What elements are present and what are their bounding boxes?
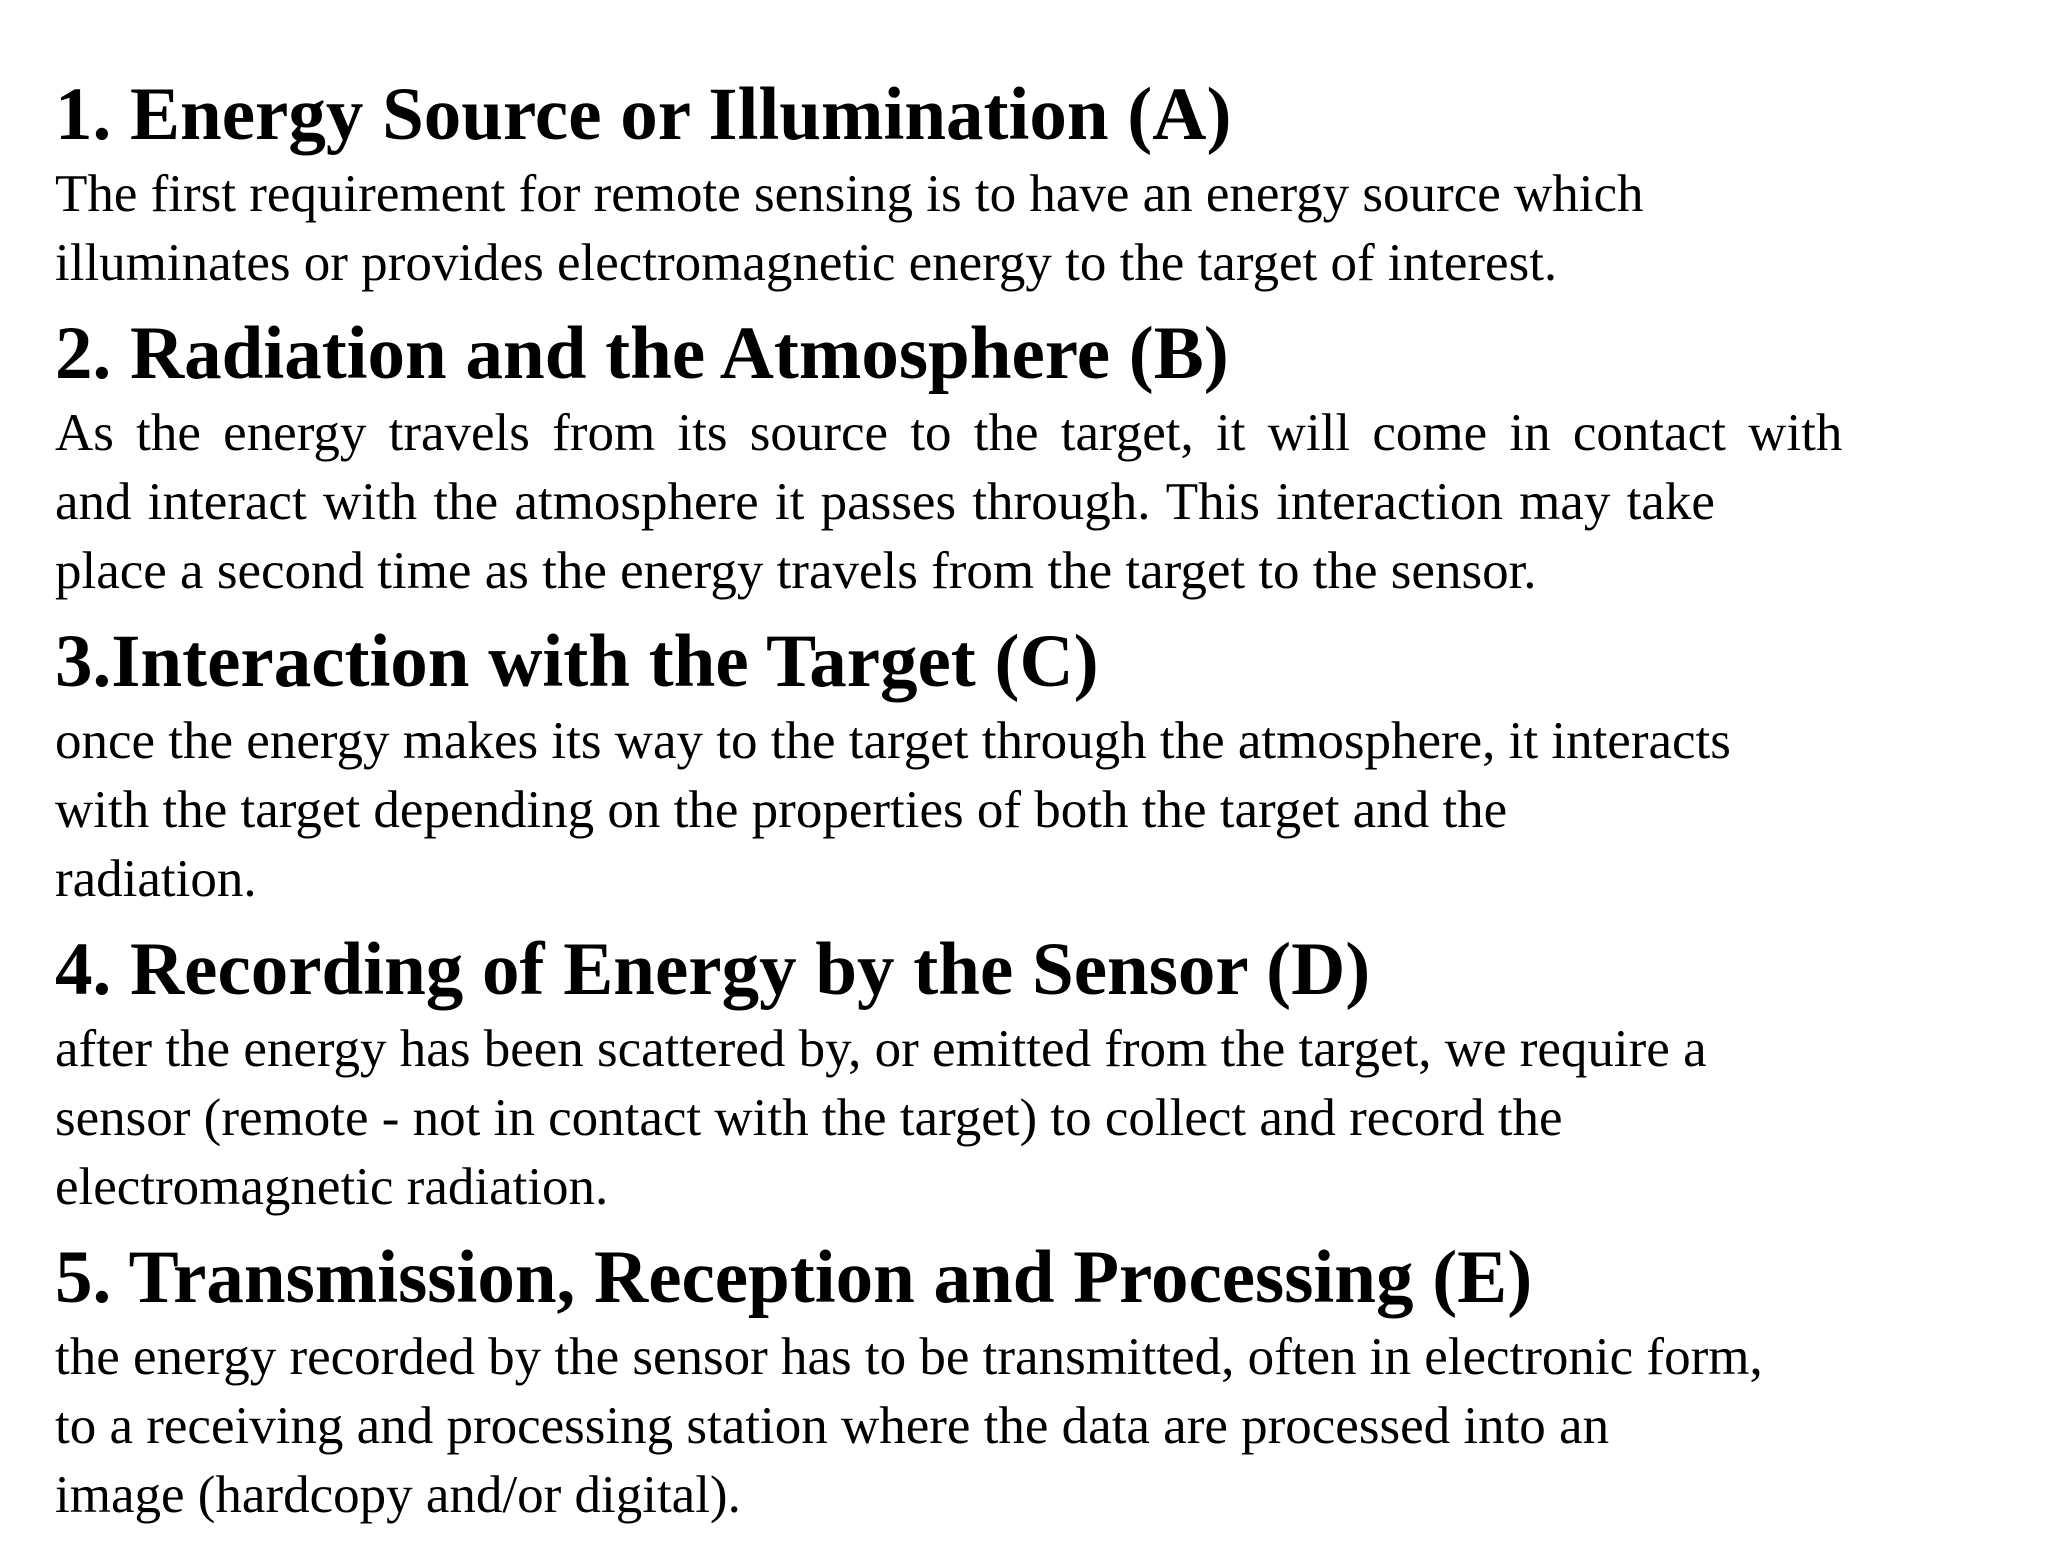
paragraph-line: The first requirement for remote sensing is to have an energy source which xyxy=(55,165,1644,223)
paragraph-line: illuminates or provides electromagnetic energy to the target of interest. xyxy=(55,234,1558,292)
paragraph-line: As the energy travels from its source to the target, it will come in contact with xyxy=(55,404,1843,462)
section-paragraph xyxy=(55,160,2005,298)
section-paragraph xyxy=(55,1323,2005,1530)
section-interaction-target xyxy=(55,617,2005,914)
paragraph-line: after the energy has been scattered by, or emitted from the target, we require a xyxy=(55,1020,1707,1078)
section-paragraph xyxy=(55,1015,2005,1222)
paragraph-line: once the energy makes its way to the target through the atmosphere, it interacts xyxy=(55,712,1731,770)
paragraph-line: electromagnetic radiation. xyxy=(55,1158,609,1216)
paragraph-line: with the target depending on the properties of both the target and the xyxy=(55,781,1508,839)
section-paragraph xyxy=(55,399,2005,606)
section-recording-energy xyxy=(55,925,2005,1222)
paragraph-line: image (hardcopy and/or digital). xyxy=(55,1466,741,1524)
section-heading: 2. Radiation and the Atmosphere (B) xyxy=(55,312,1229,395)
section-heading: 1. Energy Source or Illumination (A) xyxy=(55,73,1232,156)
section-heading: 5. Transmission, Reception and Processing (E) xyxy=(55,1236,1533,1319)
paragraph-line: the energy recorded by the sensor has to be transmitted, often in electronic form, xyxy=(55,1328,1763,1386)
section-radiation-atmosphere xyxy=(55,309,2005,606)
paragraph-line: to a receiving and processing station where the data are processed into an xyxy=(55,1397,1610,1455)
section-heading: 3.Interaction with the Target (C) xyxy=(55,620,1099,703)
paragraph-line: place a second time as the energy travels from the target to the sensor. xyxy=(55,542,1537,600)
paragraph-line: and interact with the atmosphere it passes through. This interaction may take xyxy=(55,473,1715,531)
document-page xyxy=(55,70,2005,1541)
section-paragraph xyxy=(55,707,2005,914)
paragraph-line: radiation. xyxy=(55,850,257,908)
section-heading: 4. Recording of Energy by the Sensor (D) xyxy=(55,928,1371,1011)
section-energy-source xyxy=(55,70,2005,298)
section-transmission-processing xyxy=(55,1233,2005,1530)
paragraph-line: sensor (remote - not in contact with the target) to collect and record the xyxy=(55,1089,1563,1147)
